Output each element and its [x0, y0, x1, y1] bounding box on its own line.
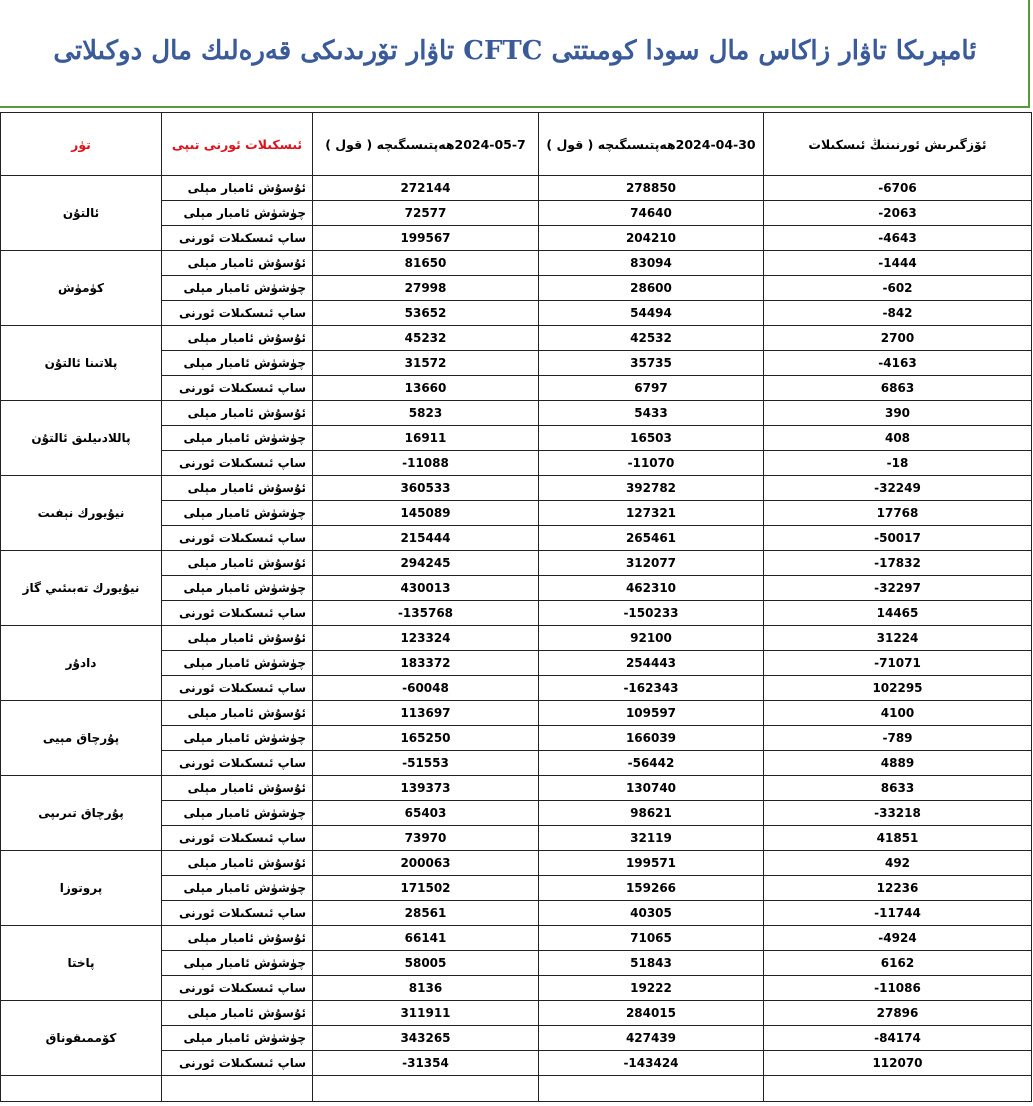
table-row — [1, 401, 1032, 426]
table-row — [1, 326, 1032, 351]
position-change: 408 — [764, 426, 1032, 451]
position-change: 112070 — [764, 1051, 1032, 1076]
value-date-1: 58005 — [313, 951, 539, 976]
position-type: چۈشۈش ئامبار مېلى — [162, 651, 313, 676]
value-date-1: -135768 — [313, 601, 539, 626]
position-change: -2063 — [764, 201, 1032, 226]
position-type: ساپ ئىسكىلات ئورنى — [162, 526, 313, 551]
value-date-1: -31354 — [313, 1051, 539, 1076]
position-type: چۈشۈش ئامبار مېلى — [162, 351, 313, 376]
commodity-name: پۇرچاق تىرىپى — [1, 776, 162, 851]
position-type: ئۇسۇش ئامبار مېلى — [162, 701, 313, 726]
position-type: ساپ ئىسكىلات ئورنى — [162, 976, 313, 1001]
commodity-name: ئالتۇن — [1, 176, 162, 251]
commodity-name: پروتوزا — [1, 851, 162, 926]
position-change: 390 — [764, 401, 1032, 426]
position-change: -842 — [764, 301, 1032, 326]
empty-cell — [764, 1076, 1032, 1102]
value-date-2: 278850 — [539, 176, 764, 201]
position-type: چۈشۈش ئامبار مېلى — [162, 501, 313, 526]
value-date-2: 204210 — [539, 226, 764, 251]
position-type: ئۇسۇش ئامبار مېلى — [162, 401, 313, 426]
position-type: ساپ ئىسكىلات ئورنى — [162, 826, 313, 851]
position-type: ساپ ئىسكىلات ئورنى — [162, 751, 313, 776]
table-row — [1, 626, 1032, 651]
commodity-name: پلاتىنا ئالتۇن — [1, 326, 162, 401]
commodity-name: دادۇر — [1, 626, 162, 701]
position-type: ساپ ئىسكىلات ئورنى — [162, 676, 313, 701]
table-row — [1, 1001, 1032, 1026]
value-date-1: 53652 — [313, 301, 539, 326]
value-date-1: 171502 — [313, 876, 539, 901]
position-type: چۈشۈش ئامبار مېلى — [162, 276, 313, 301]
empty-row — [1, 1076, 1032, 1102]
position-change: -4643 — [764, 226, 1032, 251]
value-date-2: 92100 — [539, 626, 764, 651]
position-change: 8633 — [764, 776, 1032, 801]
table-row — [1, 776, 1032, 801]
value-date-1: 199567 — [313, 226, 539, 251]
value-date-1: 215444 — [313, 526, 539, 551]
position-change: -4163 — [764, 351, 1032, 376]
position-type: ساپ ئىسكىلات ئورنى — [162, 226, 313, 251]
position-change: -84174 — [764, 1026, 1032, 1051]
position-change: -1444 — [764, 251, 1032, 276]
value-date-2: 35735 — [539, 351, 764, 376]
position-type: ساپ ئىسكىلات ئورنى — [162, 451, 313, 476]
position-type: چۈشۈش ئامبار مېلى — [162, 801, 313, 826]
value-date-2: 159266 — [539, 876, 764, 901]
header-position-type: ئىسكىلات ئورنى تىپى — [162, 113, 313, 176]
value-date-1: 73970 — [313, 826, 539, 851]
position-change: 4889 — [764, 751, 1032, 776]
position-change: -4924 — [764, 926, 1032, 951]
value-date-2: 28600 — [539, 276, 764, 301]
value-date-2: 83094 — [539, 251, 764, 276]
commodity-name: كۆممىقوناق — [1, 1001, 162, 1076]
value-date-1: -60048 — [313, 676, 539, 701]
position-change: -789 — [764, 726, 1032, 751]
value-date-1: 311911 — [313, 1001, 539, 1026]
value-date-1: 145089 — [313, 501, 539, 526]
position-change: 492 — [764, 851, 1032, 876]
position-type: ئۇسۇش ئامبار مېلى — [162, 776, 313, 801]
position-change: -32249 — [764, 476, 1032, 501]
value-date-1: 113697 — [313, 701, 539, 726]
value-date-2: 462310 — [539, 576, 764, 601]
position-change: 4100 — [764, 701, 1032, 726]
position-change: -6706 — [764, 176, 1032, 201]
value-date-1: 183372 — [313, 651, 539, 676]
commodity-name: نيۇيورك تەبىئىي گاز — [1, 551, 162, 626]
position-change: 31224 — [764, 626, 1032, 651]
empty-cell — [162, 1076, 313, 1102]
empty-cell — [539, 1076, 764, 1102]
position-change: 14465 — [764, 601, 1032, 626]
value-date-2: 254443 — [539, 651, 764, 676]
position-change: 17768 — [764, 501, 1032, 526]
value-date-2: -143424 — [539, 1051, 764, 1076]
position-change: -11086 — [764, 976, 1032, 1001]
position-type: ئۇسۇش ئامبار مېلى — [162, 176, 313, 201]
value-date-1: 165250 — [313, 726, 539, 751]
value-date-2: 284015 — [539, 1001, 764, 1026]
position-type: ئۇسۇش ئامبار مېلى — [162, 551, 313, 576]
value-date-2: 265461 — [539, 526, 764, 551]
value-date-2: -150233 — [539, 601, 764, 626]
value-date-1: 31572 — [313, 351, 539, 376]
position-change: 6863 — [764, 376, 1032, 401]
position-type: ساپ ئىسكىلات ئورنى — [162, 301, 313, 326]
value-date-2: 42532 — [539, 326, 764, 351]
position-change: 6162 — [764, 951, 1032, 976]
commodity-name: پاختا — [1, 926, 162, 1001]
value-date-2: 5433 — [539, 401, 764, 426]
position-change: -32297 — [764, 576, 1032, 601]
commodity-name: پۇرچاق مېيى — [1, 701, 162, 776]
value-date-1: 27998 — [313, 276, 539, 301]
commodity-name: نيۇيورك نېفىت — [1, 476, 162, 551]
value-date-2: 109597 — [539, 701, 764, 726]
position-type: چۈشۈش ئامبار مېلى — [162, 201, 313, 226]
header-category: تۈر — [1, 113, 162, 176]
value-date-1: 81650 — [313, 251, 539, 276]
position-change: -71071 — [764, 651, 1032, 676]
value-date-2: -162343 — [539, 676, 764, 701]
position-type: ئۇسۇش ئامبار مېلى — [162, 626, 313, 651]
position-change: -17832 — [764, 551, 1032, 576]
value-date-2: 74640 — [539, 201, 764, 226]
position-change: -50017 — [764, 526, 1032, 551]
empty-cell — [313, 1076, 539, 1102]
position-change: 102295 — [764, 676, 1032, 701]
position-change: 2700 — [764, 326, 1032, 351]
position-type: چۈشۈش ئامبار مېلى — [162, 426, 313, 451]
position-type: ساپ ئىسكىلات ئورنى — [162, 376, 313, 401]
table-row — [1, 476, 1032, 501]
value-date-1: 200063 — [313, 851, 539, 876]
table-row — [1, 851, 1032, 876]
value-date-1: 66141 — [313, 926, 539, 951]
position-type: ساپ ئىسكىلات ئورنى — [162, 901, 313, 926]
cot-report-table — [0, 112, 1032, 1102]
value-date-2: 130740 — [539, 776, 764, 801]
position-type: ساپ ئىسكىلات ئورنى — [162, 601, 313, 626]
table-row — [1, 926, 1032, 951]
position-type: چۈشۈش ئامبار مېلى — [162, 1026, 313, 1051]
position-type: ئۇسۇش ئامبار مېلى — [162, 1001, 313, 1026]
value-date-2: 54494 — [539, 301, 764, 326]
value-date-2: -56442 — [539, 751, 764, 776]
value-date-2: 16503 — [539, 426, 764, 451]
value-date-2: 312077 — [539, 551, 764, 576]
header-row — [1, 113, 1032, 176]
value-date-1: -11088 — [313, 451, 539, 476]
header-date-1: 2024-05-7ھەپتىسىگىچە ( قول ) — [313, 113, 539, 176]
value-date-1: 272144 — [313, 176, 539, 201]
value-date-2: 6797 — [539, 376, 764, 401]
position-type: ئۇسۇش ئامبار مېلى — [162, 926, 313, 951]
value-date-2: 19222 — [539, 976, 764, 1001]
position-change: -18 — [764, 451, 1032, 476]
value-date-1: 13660 — [313, 376, 539, 401]
position-type: چۈشۈش ئامبار مېلى — [162, 726, 313, 751]
position-type: چۈشۈش ئامبار مېلى — [162, 876, 313, 901]
value-date-2: 32119 — [539, 826, 764, 851]
value-date-1: 343265 — [313, 1026, 539, 1051]
table-row — [1, 176, 1032, 201]
position-type: ساپ ئىسكىلات ئورنى — [162, 1051, 313, 1076]
value-date-2: 127321 — [539, 501, 764, 526]
table-row — [1, 251, 1032, 276]
value-date-2: 166039 — [539, 726, 764, 751]
value-date-2: 98621 — [539, 801, 764, 826]
position-change: 41851 — [764, 826, 1032, 851]
value-date-1: 45232 — [313, 326, 539, 351]
position-type: ئۇسۇش ئامبار مېلى — [162, 251, 313, 276]
value-date-1: 65403 — [313, 801, 539, 826]
value-date-1: 8136 — [313, 976, 539, 1001]
value-date-2: 427439 — [539, 1026, 764, 1051]
table-row — [1, 701, 1032, 726]
header-position-change: ئۆزگىرىش ئورنىنىڭ ئىسكىلات — [764, 113, 1032, 176]
value-date-1: 294245 — [313, 551, 539, 576]
value-date-1: 28561 — [313, 901, 539, 926]
position-change: -11744 — [764, 901, 1032, 926]
value-date-2: 40305 — [539, 901, 764, 926]
commodity-name: كۈمۈش — [1, 251, 162, 326]
position-change: -602 — [764, 276, 1032, 301]
position-change: 12236 — [764, 876, 1032, 901]
value-date-1: 139373 — [313, 776, 539, 801]
value-date-2: -11070 — [539, 451, 764, 476]
position-type: چۈشۈش ئامبار مېلى — [162, 576, 313, 601]
header-date-2: 2024-04-30ھەپتىسىگىچە ( قول ) — [539, 113, 764, 176]
position-change: -33218 — [764, 801, 1032, 826]
value-date-2: 199571 — [539, 851, 764, 876]
position-change: 27896 — [764, 1001, 1032, 1026]
value-date-1: 360533 — [313, 476, 539, 501]
title-box — [0, 0, 1030, 108]
value-date-1: -51553 — [313, 751, 539, 776]
position-type: چۈشۈش ئامبار مېلى — [162, 951, 313, 976]
position-type: ئۇسۇش ئامبار مېلى — [162, 476, 313, 501]
value-date-1: 123324 — [313, 626, 539, 651]
value-date-1: 5823 — [313, 401, 539, 426]
commodity-name: پاللادىيلىق ئالتۇن — [1, 401, 162, 476]
position-type: ئۇسۇش ئامبار مېلى — [162, 326, 313, 351]
table-row — [1, 551, 1032, 576]
value-date-1: 16911 — [313, 426, 539, 451]
value-date-2: 51843 — [539, 951, 764, 976]
position-type: ئۇسۇش ئامبار مېلى — [162, 851, 313, 876]
value-date-1: 72577 — [313, 201, 539, 226]
value-date-2: 392782 — [539, 476, 764, 501]
value-date-1: 430013 — [313, 576, 539, 601]
report-title: ئامېرىكا تاۋار زاكاس مال سودا كومىتتى CFTC تاۋار تۆرىدىكى قەرەلىك مال دوكىلاتى — [53, 36, 977, 66]
value-date-2: 71065 — [539, 926, 764, 951]
empty-cell — [1, 1076, 162, 1102]
